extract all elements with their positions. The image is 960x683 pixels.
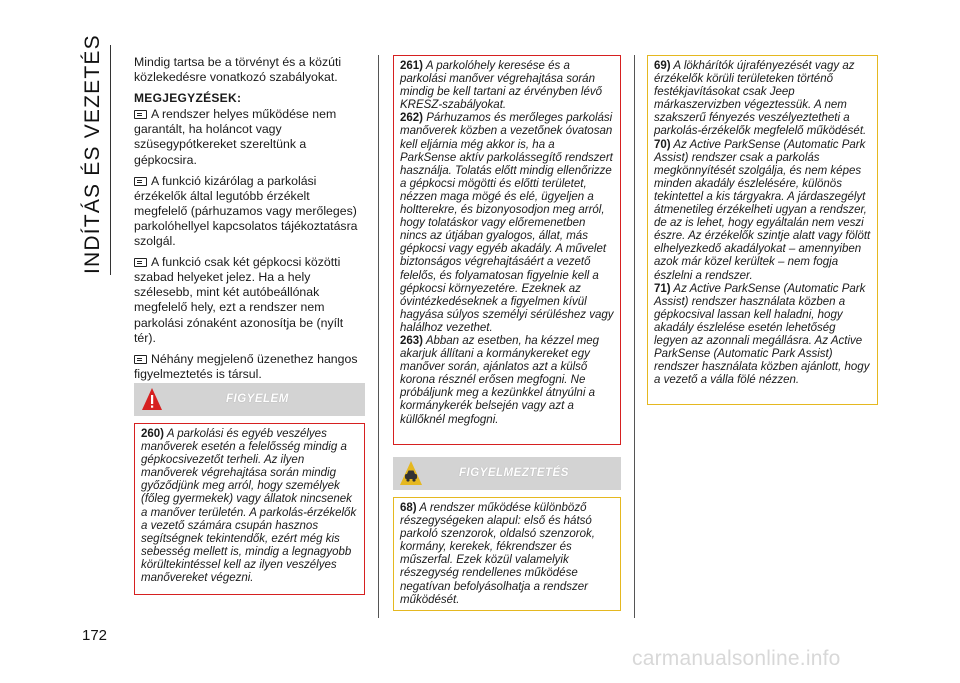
warning-text: A parkolási és egyéb veszélyes manőverek esetén a felelősség mindig a gépkocsivezetőt terheli. Az ilyen manőverek végrehajtása során mindig győződjünk meg arról, hogy személyek (főleg gyermekek) vagy állatok nincsenek a manőver területén. A parkolás-érzékelők a vezető számára csupán hasznos segítségnek tekintendők, ezért még kis sebesség mellett is, mindig a legnagyobb körültekintéssel kell az ilyen veszélyes manővereket végezni. (141, 428, 357, 585)
note-text: A rendszer helyes működése nem garantált, ha holáncot vagy szüsegypótkereket szereltünk a gépkocsira. (134, 107, 337, 167)
warning-box (134, 423, 365, 595)
column-divider (378, 55, 379, 618)
caution-text: A lökhárítók újrafényezését vagy az érzékelők körüli területeken történő festékjavításokat csak Jeep márkaszervizben végeztessük. A nem szakszerű fényezés veszélyeztetheti a parkolás-érzékelők megfelelő működését. (654, 60, 867, 138)
caution-box (393, 497, 621, 611)
note-item (134, 352, 366, 382)
caution-number: 68) (400, 502, 417, 514)
note-icon (134, 110, 147, 119)
section-title: INDÍTÁS ÉS VEZETÉS (81, 34, 104, 274)
caution-text: Az Active ParkSense (Automatic Park Assist) rendszer csak a parkolás megkönnyítését szolgálja, és nem képes minden akadály észlelésére, különös tekintettel a kis tárgyakra. A járdaszegélyt átmenetileg érzékelheti ugyan a rendszer, de az is lehet, hogy egyáltalán nem veszi észre. Az érzékelők szintje alatt vagy fölött elhelyezkedő akadályokat – amennyiben azok már közel kerültek – nem fogja észlelni a rendszer. (654, 138, 871, 282)
note-item (134, 107, 366, 167)
caution-header (393, 457, 621, 490)
caution-number: 71) (654, 282, 671, 295)
caution-item (654, 60, 871, 139)
caution-label: FIGYELMEZTETÉS (459, 467, 569, 479)
column-1 (134, 55, 366, 388)
caution-car-icon (399, 460, 423, 487)
caution-number: 69) (654, 60, 671, 72)
caution-item (654, 283, 871, 388)
warning-number: 261) (400, 60, 424, 72)
warning-number: 262) (400, 112, 424, 125)
caution-text: Az Active ParkSense (Automatic Park Assist) rendszer használata közben a gépkocsival lassan kell haladni, hogy akadály észlelése esetén lehetőség legyen az azonnali megállásra. Az Active ParkSense (Automatic Park Assist) rendszer használata közben ajánlott, hogy a vezető a válla fölé nézzen. (654, 282, 870, 387)
notes-heading: MEGJEGYZÉSEK: (134, 91, 242, 106)
intro-text: Mindig tartsa be a törvényt és a közúti közlekedésre vonatkozó szabályokat. (134, 55, 342, 85)
note-icon (134, 258, 147, 267)
note-text: A funkció kizárólag a parkolási érzékelők által legutóbb érzékelt megfelelő (párhuzamos vagy merőleges) parkolóhellyel kapcsolatos tájékoztatásra szolgál. (134, 173, 358, 249)
danger-icon (141, 387, 163, 412)
note-item (134, 174, 366, 249)
page-number: 172 (82, 627, 108, 644)
warning-number: 263) (400, 334, 424, 347)
note-icon (134, 177, 147, 186)
note-text: Néhány megjelenő üzenethez hangos figyelmeztetés is társul. (134, 351, 358, 381)
warning-item (400, 335, 614, 427)
warning-text: A parkolóhely keresése és a parkolási manőver végrehajtása során mindig be kell tartani az érvényben lévő KRESZ-szabályokat. (400, 60, 603, 112)
watermark-url: carmanualsonline.info (632, 647, 841, 670)
section-rule (110, 45, 111, 275)
warning-text: Párhuzamos és merőleges parkolási manőverek közben a vezetőnek óvatosan kell eljárnia még akkor is, ha a ParkSense aktív parkolássegítő rendszert használja. Tolatás előtt mindig ellenőrizze a gépkocsi mögötti és előtti területet, nézzen maga mögé és elé, ügyeljen a holtterekre, és bizonyosodjon meg arról, hogy tolatáskor vagy előremenetben nincs az útjában gyalogos, állat, más gépkocsi vagy egyéb akadály. A művelet biztonságos végrehajtásáért a vezető felelős, és folyamatosan figyelnie kell a gépkocsi környezetére. Ezeknek az óvintézkedéseknek a figyelmen kívül hagyása súlyos személyi sérüléshez vagy halálhoz vezethet. (400, 112, 614, 334)
warning-item (400, 60, 614, 112)
caution-box-continued (647, 55, 878, 405)
warning-box-continued (393, 55, 621, 445)
warning-number: 260) (141, 428, 165, 440)
caution-number: 70) (654, 138, 671, 151)
column-divider (634, 55, 635, 618)
note-icon (134, 355, 147, 364)
caution-text: A rendszer működése különböző részegységeken alapul: első és hátsó parkoló szenzorok, oldalsó szenzorok, kormány, kerekek, fékrendszer és műszerfal. Ezek közül valamelyik részegység rendellenes működése negatívan befolyásolhatja a rendszer működését. (400, 502, 595, 606)
caution-item (654, 139, 871, 283)
warning-text: Abban az esetben, ha kézzel meg akarjuk állítani a kormánykereket egy manőver során, ajánlatos azt a külső korona résznél erősen megfogni. Ne próbáljunk meg a kezünkkel átnyúlni a kormánykerék belsején vagy azt a küllőknél megfogni. (400, 334, 600, 426)
note-item (134, 255, 366, 346)
warning-label: FIGYELEM (226, 393, 289, 405)
warning-item (400, 112, 614, 335)
note-text: A funkció csak két gépkocsi közötti szabad helyeket jelez. Ha a hely szélesebb, mint két autóbeállónak megfelelő hely, ezt a rendszer nem parkolási zónaként azonosítja be (nyílt tér). (134, 255, 344, 345)
warning-header (134, 383, 365, 416)
